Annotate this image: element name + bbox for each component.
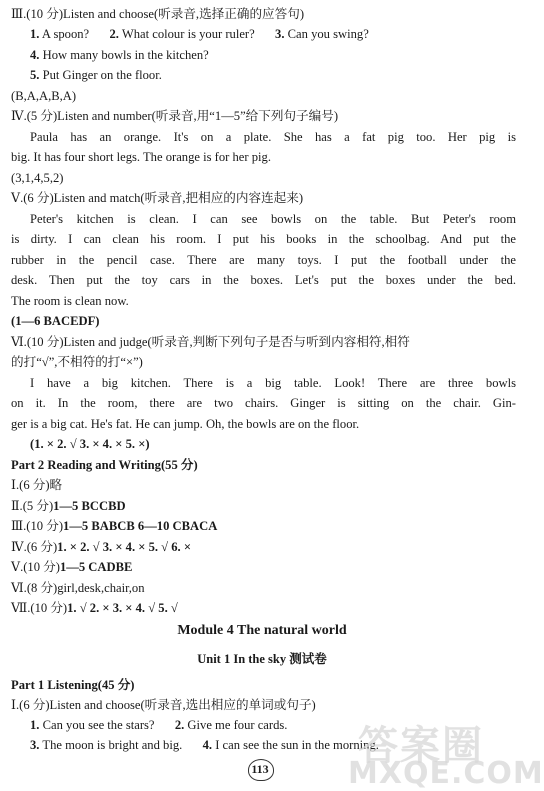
section-6-passage-line: ger is a big cat. He's fat. He can jump. Oh, the bowls are on the floor. (11, 417, 360, 431)
part-2-heading: Part 2 Reading and Writing(55 分) (11, 458, 198, 472)
answer-value: 1—5 CADBE (59, 560, 133, 574)
reading-answer-5 (11, 558, 516, 576)
q-text: Can you swing? (284, 27, 369, 41)
reading-answer-2 (11, 497, 516, 515)
section-3-questions-row-1 (30, 25, 535, 43)
section-5-heading: Ⅴ.(6 分)Listen and match(听录音,把相应的内容连起来) (11, 191, 304, 205)
q-number: 2. (174, 718, 185, 732)
q-text: Put Ginger on the floor. (39, 68, 162, 82)
section-4-answer: (3,1,4,5,2) (11, 171, 64, 185)
q-text: I can see the sun in the morning. (212, 738, 379, 752)
answer-value: 1—5 BABCB 6—10 CBACA (63, 519, 218, 533)
section-5-answer: (1—6 BACEDF) (11, 314, 100, 328)
q-number: 1. (30, 27, 40, 41)
q-text: What colour is your ruler? (118, 27, 255, 41)
answer-label: Ⅴ.(10 分) (11, 560, 60, 574)
unit-title: Unit 1 In the sky 测试卷 (197, 652, 327, 666)
reading-answer-7 (11, 599, 516, 617)
q-number: 5. (30, 68, 40, 82)
section-5-passage-line: rubber in the pencil case. There are many toys. I put the football under the (11, 253, 516, 267)
answer-label: Ⅲ.(10 分) (11, 519, 64, 533)
answer-label: Ⅱ.(5 分) (11, 499, 54, 513)
q-number: 3. (30, 738, 40, 752)
answer-value: 1. × 2. √ 3. × 4. × 5. √ 6. × (57, 540, 192, 554)
answer-label: Ⅳ.(6 分) (11, 540, 58, 554)
section-6-heading: Ⅵ.(10 分)Listen and judge(听录音,判断下列句子是否与听到内容相符,相符 (11, 335, 410, 349)
section-5-passage-line: is dirty. I can clean his room. I put his books in the schoolbag. And put the (11, 232, 516, 246)
section-3-heading: Ⅲ.(10 分)Listen and choose(听录音,选择正确的应答句) (11, 7, 305, 21)
q-text: The moon is bright and big. (39, 738, 183, 752)
section-5-passage-line: Peter's kitchen is clean. I can see bowls on the table. But Peter's room (30, 212, 516, 226)
section-6-passage-line: I have a big kitchen. There is a big table. Look! There are three bowls (30, 376, 516, 390)
answer-value: 1—5 BCCBD (53, 499, 126, 513)
watermark (338, 712, 544, 791)
reading-answer-1: Ⅰ.(6 分)略 (11, 478, 63, 492)
watermark-text-cn: 答案圈 (358, 723, 484, 769)
section-4-passage-line: big. It has four short legs. The orange is for her pig. (11, 150, 271, 164)
part-1-heading: Part 1 Listening(45 分) (11, 678, 135, 692)
q-text: How many bowls in the kitchen? (39, 48, 209, 62)
page-number: 113 (251, 762, 269, 776)
q-number: 1. (30, 718, 40, 732)
q-number: 3. (275, 27, 285, 41)
section-5-passage-line: desk. Then put the toy cars in the boxes. Let's put the boxes under the bed. (11, 273, 516, 287)
reading-answer-4 (11, 538, 516, 556)
q-text: A spoon? (39, 27, 90, 41)
section-4-heading: Ⅳ.(5 分)Listen and number(听录音,用“1—5”给下列句子编号) (11, 109, 339, 123)
q-number: 2. (109, 27, 119, 41)
section-6-passage-line: on it. In the room, there are two chairs. Ginger is sitting on the chair. Gin- (11, 396, 516, 410)
section-3-answer: (B,A,A,B,A) (11, 89, 77, 103)
q-number: 4. (202, 738, 213, 752)
section-4-passage-line: Paula has an orange. It's on a plate. She has a fat pig too. Her pig is (30, 130, 516, 144)
answer-value: 1. √ 2. × 3. × 4. √ 5. √ (67, 601, 178, 615)
answer-label: Ⅶ.(10 分) (11, 601, 68, 615)
watermark-text-en: MXQE.COM (348, 756, 544, 791)
reading-answer-6: Ⅵ.(8 分)girl,desk,chair,on (11, 581, 145, 595)
q-text: Can you see the stars? (39, 718, 155, 732)
section-5-passage-line: The room is clean now. (11, 294, 129, 308)
q-number: 4. (30, 48, 40, 62)
section-6-answer: (1. × 2. √ 3. × 4. × 5. ×) (30, 437, 150, 451)
section-3-questions-row-2 (30, 46, 535, 64)
unit-section-1-heading: Ⅰ.(6 分)Listen and choose(听录音,选出相应的单词或句子) (11, 698, 316, 712)
section-3-questions-row-3 (30, 66, 535, 84)
section-6-heading-cont: 的打“√”,不相符的打“×”) (11, 355, 143, 369)
reading-answer-3 (11, 517, 516, 535)
module-title: Module 4 The natural world (177, 623, 347, 638)
q-text: Give me four cards. (184, 718, 288, 732)
